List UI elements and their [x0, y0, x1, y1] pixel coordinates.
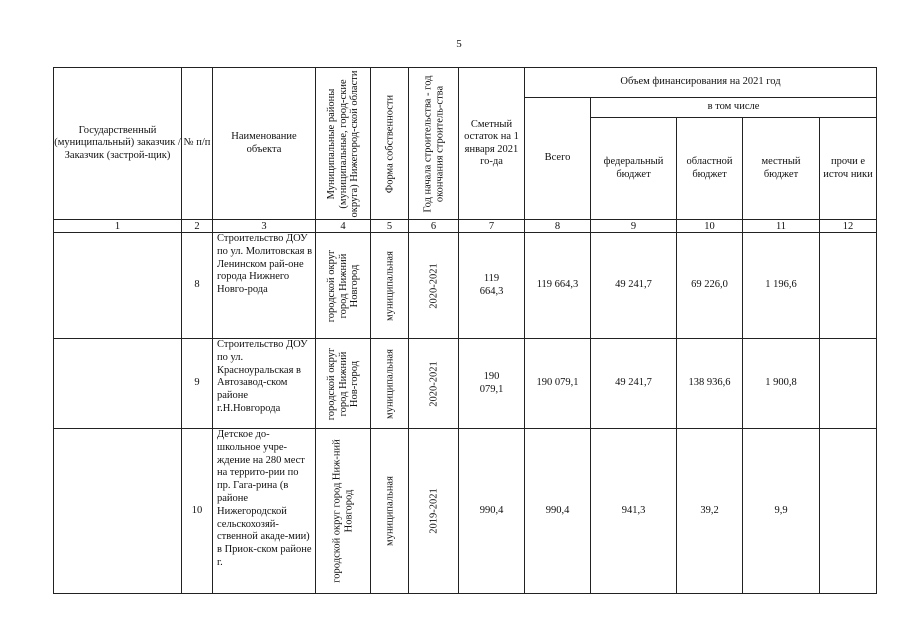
cell-ownership-cell: [371, 339, 409, 429]
header-row-1: [54, 68, 877, 98]
column-number: 7: [459, 220, 525, 233]
cell-total: 190 079,1: [525, 339, 591, 429]
header-including: в том числе: [591, 98, 877, 118]
cell-district-cell: [316, 233, 371, 339]
cell-local: 1 196,6: [743, 233, 820, 339]
cell-years-cell: [409, 339, 459, 429]
cell-ownership-cell: [371, 233, 409, 339]
header-financing: Объем финансирования на 2021 год: [525, 68, 877, 98]
cell-ownership: муниципальная: [383, 476, 395, 546]
column-number: 2: [182, 220, 213, 233]
column-number: 10: [677, 220, 743, 233]
cell-total: 990,4: [525, 429, 591, 594]
cell-local: 9,9: [743, 429, 820, 594]
cell-district-cell: [316, 429, 371, 594]
cell-federal: 941,3: [591, 429, 677, 594]
cell-regional: 69 226,0: [677, 233, 743, 339]
column-number: 4: [316, 220, 371, 233]
cell-num: 9: [182, 339, 213, 429]
column-number: 6: [409, 220, 459, 233]
cell-object-name: Детское до-школьное учре-ждение на 280 мест на террито-рии по пр. Гага-рина (в районе Нижегородской сельскохозяй-ственной акаде-мии) в Приок-ском районе г.: [213, 429, 316, 594]
cell-other: [820, 339, 877, 429]
cell-object-name: Строительство ДОУ по ул. Молитовская в Ленинском рай-оне города Нижнего Новго-рода: [213, 233, 316, 339]
column-number: 12: [820, 220, 877, 233]
header-districts-cell: [316, 68, 371, 220]
column-number: 9: [591, 220, 677, 233]
cell-district: городской округ город Нижний Новгород: [325, 249, 360, 322]
cell-ownership: муниципальная: [383, 348, 395, 419]
financing-table: [53, 67, 877, 594]
cell-object-name: Строительство ДОУ по ул. Красноуральская в Автозавод-ском районе г.Н.Новгорода: [213, 339, 316, 429]
page-number: 5: [456, 38, 462, 50]
header-federal: федеральный бюджет: [591, 118, 677, 220]
column-number: 5: [371, 220, 409, 233]
header-num: № п/п: [182, 68, 213, 220]
column-number: 11: [743, 220, 820, 233]
column-number: 8: [525, 220, 591, 233]
table-row: [54, 339, 877, 429]
table-row: [54, 233, 877, 339]
cell-other: [820, 429, 877, 594]
cell-years: 2019-2021: [427, 488, 439, 534]
header-total: Всего: [525, 98, 591, 220]
cell-ownership-cell: [371, 429, 409, 594]
column-number-row: [54, 220, 877, 233]
cell-federal: 49 241,7: [591, 233, 677, 339]
cell-ownership: муниципальная: [383, 250, 395, 321]
cell-estimate: 990,4: [459, 429, 525, 594]
cell-other: [820, 233, 877, 339]
cell-district-cell: [316, 339, 371, 429]
cell-num: 8: [182, 233, 213, 339]
cell-years-cell: [409, 429, 459, 594]
table-row: [54, 429, 877, 594]
header-customer: Государственный (муниципальный) заказчик / Заказчик (застрой-щик): [54, 68, 182, 220]
header-years-cell: [409, 68, 459, 220]
header-ownership: Форма собственности: [383, 94, 395, 193]
cell-federal: 49 241,7: [591, 339, 677, 429]
cell-regional: 138 936,6: [677, 339, 743, 429]
cell-total: 119 664,3: [525, 233, 591, 339]
cell-years-cell: [409, 233, 459, 339]
cell-estimate: 190 079,1: [459, 339, 525, 429]
header-other: прочи е источ ники: [820, 118, 877, 220]
cell-years: 2020-2021: [427, 262, 439, 309]
header-districts: Муниципальные районы (муниципальные, город-ские округа) Нижегород-ской области: [325, 70, 360, 217]
column-number: 1: [54, 220, 182, 233]
header-years: Год начала строительства - год окончания строитель-ства: [422, 74, 445, 213]
cell-district: городской округ город Нижний Нов-город: [325, 347, 360, 420]
header-ownership-cell: [371, 68, 409, 220]
header-estimate: Сметный остаток на 1 января 2021 го-да: [459, 68, 525, 220]
cell-district: городской округ город Ниж-ний Новгород: [331, 439, 354, 583]
cell-customer: [54, 233, 182, 339]
header-object-name: Наименование объекта: [213, 68, 316, 220]
header-local: местный бюджет: [743, 118, 820, 220]
column-number: 3: [213, 220, 316, 233]
cell-customer: [54, 339, 182, 429]
cell-num: 10: [182, 429, 213, 594]
cell-customer: [54, 429, 182, 594]
header-regional: областной бюджет: [677, 118, 743, 220]
cell-regional: 39,2: [677, 429, 743, 594]
cell-years: 2020-2021: [427, 360, 439, 407]
cell-local: 1 900,8: [743, 339, 820, 429]
cell-estimate: 119 664,3: [459, 233, 525, 339]
